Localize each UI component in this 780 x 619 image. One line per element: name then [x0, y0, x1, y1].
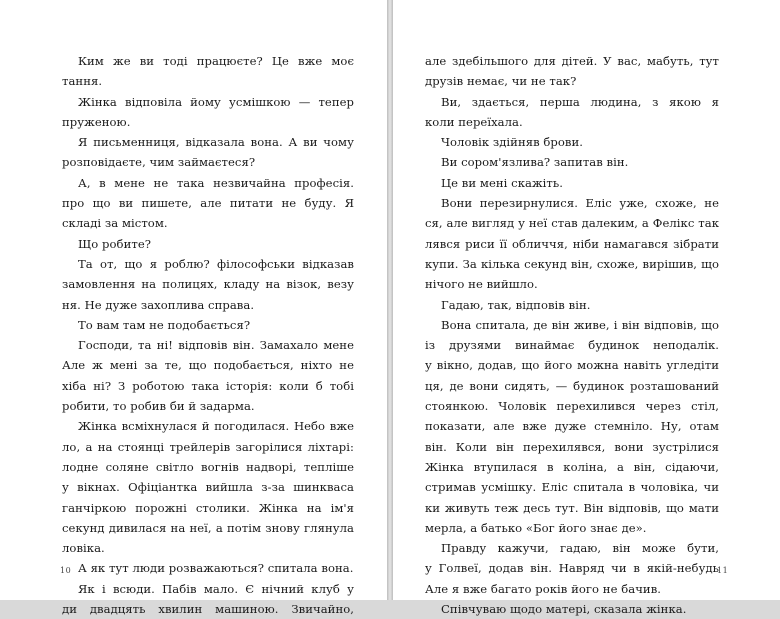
text-line: купи. За кілька секунд він, схоже, вирішив, що [425, 256, 719, 271]
text-line: ки живуть теж десь тут. Він відповів, що мати [425, 500, 719, 515]
text-line: складі за містом. [62, 216, 168, 231]
text-line: стримав усмішку. Еліс спитала в чоловіка, чи [425, 480, 719, 495]
text-line: ня. Не дуже захоплива справа. [62, 297, 255, 312]
text-line: Господи, та ні! відповів він. Замахало мене [78, 338, 354, 353]
text-line: про що ви пишете, але питати не буду. Я [62, 196, 354, 211]
text-line: пруженою. [62, 114, 131, 129]
text-line: лявся риси її обличчя, ніби намагався зібрати [425, 236, 719, 251]
text-line: замовлення на полицях, кладу на візок, везу [62, 277, 354, 292]
text-line: Жінка втупилася в коліна, а він, сідаючи, [425, 459, 719, 474]
text-line: ганчіркою порожні столики. Жінка на ім'я [62, 500, 354, 515]
text-line: ця, де вони сидять, — будинок розташований [425, 378, 719, 393]
text-line: секунд дивилася на неї, а потім знову глянула [62, 520, 354, 535]
text-line: він. Коли він перехилявся, вони зустрілися [425, 439, 719, 454]
text-line: Гадаю, так, відповів він. [441, 297, 591, 312]
text-line: Вона спитала, де він живе, і він відповів, що [441, 317, 719, 332]
text-line: нічого не вийшло. [425, 277, 538, 292]
text-line: Правду кажучи, гадаю, він може бути, [441, 541, 719, 556]
text-line: Жінка відповіла йому усмішкою — тепер [78, 94, 354, 109]
text-line: Та от, що я роблю? філософськи відказав [78, 256, 354, 271]
text-line: Що робите? [78, 236, 151, 251]
text-line: ся, але вигляд у неї став далеким, а Фелікс так [425, 216, 719, 231]
text-line: у вікно, додав, що його можна навіть угледіти [425, 358, 719, 373]
text-line: Ким же ви тоді працюєте? Це вже моє [78, 54, 354, 68]
text-line: Ви сором'язлива? запитав він. [441, 155, 629, 170]
text-line: стоянкою. Чоловік перехилився через стіл, [425, 399, 719, 414]
page-number-right: 11 [717, 566, 729, 575]
right-page-text [425, 51, 719, 619]
page-number-left: 10 [60, 566, 72, 575]
text-line: розповідаєте, чим займаєтеся? [62, 155, 256, 170]
left-page [0, 0, 387, 617]
text-line: Чоловік здійняв брови. [441, 135, 584, 150]
text-line: мерла, а батько «Бог його знає де». [425, 520, 647, 535]
text-line: але здебільшого для дітей. У вас, мабуть, тут [425, 54, 719, 68]
text-line: То вам там не подобається? [78, 317, 251, 332]
text-line: Але я вже багато років його не бачив. [425, 581, 662, 596]
text-line: Як і всюди. Пабів мало. Є нічний клуб у [78, 581, 354, 596]
text-line: Жінка всміхнулася й погодилася. Небо вже [78, 419, 354, 434]
text-line: ло, а на стоянці трейлерів загорілися ліхтарі: [62, 439, 354, 454]
text-line: Це ви мені скажіть. [441, 175, 563, 190]
text-line: Ви, здається, перша людина, з якою я [441, 94, 719, 109]
text-line: коли переїхала. [425, 114, 523, 129]
text-line: показати, але вже дуже стемніло. Ну, отам [425, 419, 719, 434]
left-page-text [62, 51, 354, 619]
text-line: із друзями винаймає будинок неподалік. [425, 338, 719, 353]
text-line: хіба ні? З роботою така історія: коли б тобі [62, 378, 354, 393]
text-line: лодне соляне світло вогнів надворі, тепліше [62, 459, 354, 474]
right-page [393, 0, 780, 617]
text-line: А як тут люди розважаються? спитала вона. [78, 561, 354, 576]
text-line: друзів немає, чи не так? [425, 74, 577, 89]
text-line: А, в мене не така незвичайна професія. [78, 175, 354, 190]
text-line: Співчуваю щодо матері, сказала жінка. [441, 602, 687, 617]
text-line: ловіка. [62, 541, 105, 556]
text-line: Вони перезирнулися. Еліс уже, схоже, не [441, 196, 719, 211]
text-line: робити, то робив би й задарма. [62, 399, 255, 414]
text-line: у Голвеї, додав він. Навряд чи в якій-небудь [425, 561, 719, 576]
text-line: тання. [62, 74, 103, 89]
text-line: Я письменниця, відказала вона. А ви чому [78, 135, 354, 150]
text-line: у вікнах. Офіціантка вийшла з-за шинкваса [62, 480, 354, 495]
text-line: Але ж мені за те, що подобається, ніхто не [62, 358, 354, 373]
text-line: ди двадцять хвилин машиною. Звичайно, [62, 602, 354, 617]
